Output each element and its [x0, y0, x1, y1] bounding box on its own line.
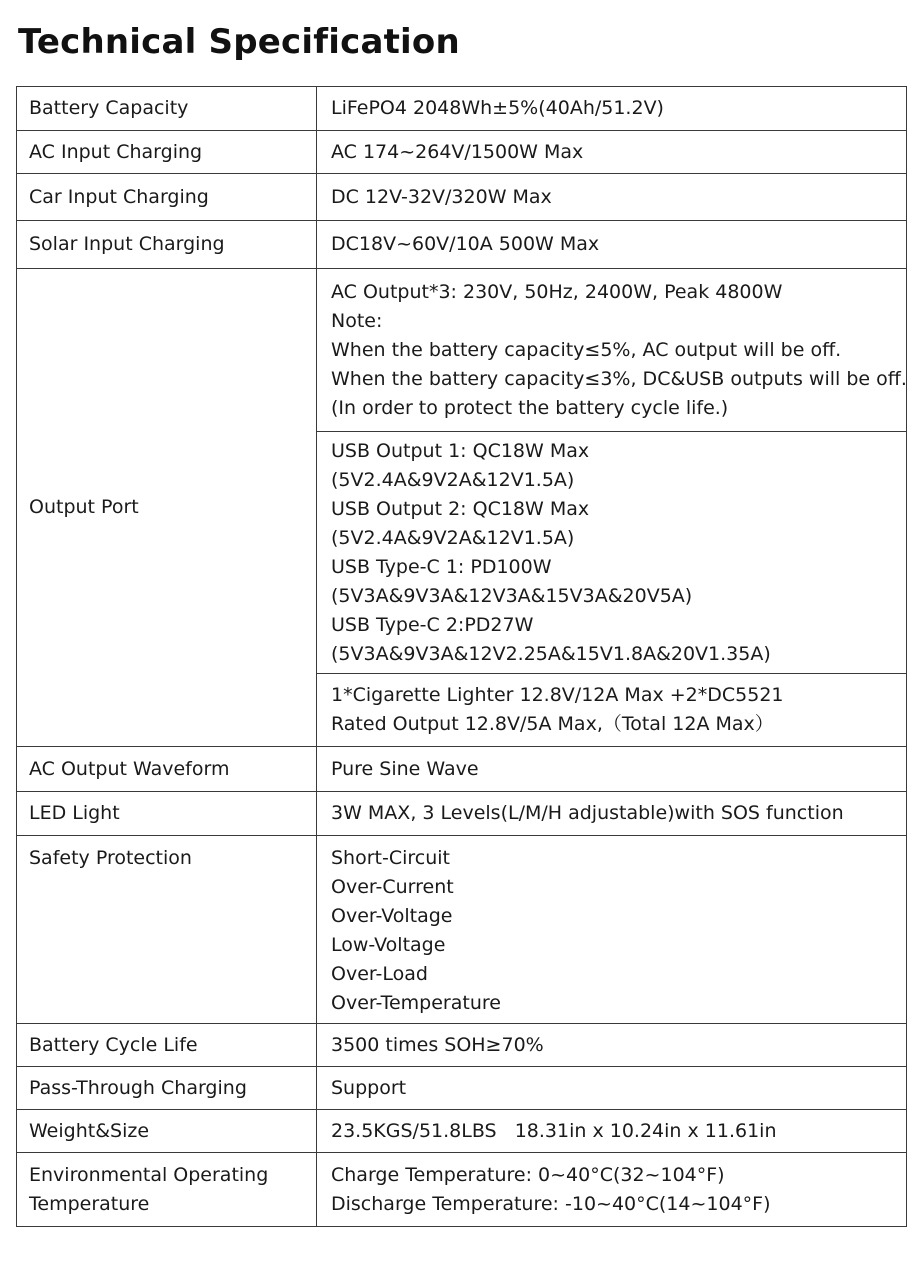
- table-row: [17, 1024, 907, 1067]
- safety-item: Over-Temperature: [331, 992, 501, 1014]
- usb-output-line: USB Type-C 1: PD100W: [331, 555, 552, 578]
- usb-output-line: USB Type-C 2:PD27W: [331, 613, 534, 636]
- spec-value: DC 12V-32V/320W Max: [317, 174, 907, 221]
- spec-label: Safety Protection: [17, 836, 317, 1024]
- table-row: [17, 1153, 907, 1227]
- spec-label: [17, 1153, 317, 1227]
- table-row: [17, 269, 907, 432]
- dc-output-line: 1*Cigarette Lighter 12.8V/12A Max +2*DC5521: [331, 684, 784, 706]
- spec-value-safety: [317, 836, 907, 1024]
- spec-label-line: Temperature: [29, 1192, 150, 1215]
- usb-output-line: (5V2.4A&9V2A&12V1.5A): [331, 526, 575, 549]
- spec-label: Pass-Through Charging: [17, 1067, 317, 1110]
- table-row: [17, 87, 907, 131]
- usb-output-line: USB Output 2: QC18W Max: [331, 497, 590, 520]
- table-row: [17, 747, 907, 792]
- spec-table: [16, 86, 907, 1227]
- temperature-line: Charge Temperature: 0~40°C(32~104°F): [331, 1163, 725, 1186]
- note-line: When the battery capacity≤3%, DC&USB outputs will be off.: [331, 367, 907, 390]
- safety-item: Over-Voltage: [331, 905, 453, 927]
- usb-output-line: (5V2.4A&9V2A&12V1.5A): [331, 468, 575, 491]
- table-row: [17, 792, 907, 836]
- table-row: [17, 1110, 907, 1153]
- page-title: Technical Specification: [18, 22, 460, 62]
- note-line: (In order to protect the battery cycle life.): [331, 396, 729, 419]
- spec-value-usb-output: [317, 432, 907, 674]
- safety-item: Over-Load: [331, 963, 428, 985]
- spec-value: DC18V~60V/10A 500W Max: [317, 221, 907, 269]
- ac-output-line: AC Output*3: 230V, 50Hz, 2400W, Peak 4800W: [331, 280, 783, 303]
- spec-value-dc-output: [317, 674, 907, 747]
- spec-value-temperature: [317, 1153, 907, 1227]
- usb-output-line: (5V3A&9V3A&12V3A&15V3A&20V5A): [331, 584, 693, 607]
- table-row: [17, 221, 907, 269]
- spec-value: Support: [317, 1067, 907, 1110]
- spec-label: Car Input Charging: [17, 174, 317, 221]
- spec-value: 23.5KGS/51.8LBS 18.31in x 10.24in x 11.61in: [317, 1110, 907, 1153]
- spec-label: AC Input Charging: [17, 131, 317, 174]
- safety-item: Low-Voltage: [331, 934, 446, 956]
- note-line: When the battery capacity≤5%, AC output will be off.: [331, 338, 842, 361]
- temperature-line: Discharge Temperature: -10~40°C(14~104°F): [331, 1192, 771, 1215]
- spec-value: AC 174~264V/1500W Max: [317, 131, 907, 174]
- spec-label: AC Output Waveform: [17, 747, 317, 792]
- table-row: [17, 174, 907, 221]
- safety-item: Over-Current: [331, 876, 454, 898]
- dc-output-line: Rated Output 12.8V/5A Max,（Total 12A Max）: [331, 713, 774, 735]
- note-label: Note:: [331, 309, 383, 332]
- spec-label: LED Light: [17, 792, 317, 836]
- spec-label: Battery Cycle Life: [17, 1024, 317, 1067]
- spec-label: Battery Capacity: [17, 87, 317, 131]
- spec-value-ac-output: [317, 269, 907, 432]
- table-row: [17, 836, 907, 1024]
- spec-value: LiFePO4 2048Wh±5%(40Ah/51.2V): [317, 87, 907, 131]
- spec-value: Pure Sine Wave: [317, 747, 907, 792]
- usb-output-line: USB Output 1: QC18W Max: [331, 439, 590, 462]
- usb-output-line: (5V3A&9V3A&12V2.25A&15V1.8A&20V1.35A): [331, 642, 771, 665]
- spec-label: Weight&Size: [17, 1110, 317, 1153]
- spec-label: Output Port: [17, 269, 317, 747]
- spec-label: Solar Input Charging: [17, 221, 317, 269]
- table-row: [17, 131, 907, 174]
- spec-value: 3500 times SOH≥70%: [317, 1024, 907, 1067]
- spec-label-line: Environmental Operating: [29, 1163, 269, 1186]
- spec-value: 3W MAX, 3 Levels(L/M/H adjustable)with SOS function: [317, 792, 907, 836]
- safety-item: Short-Circuit: [331, 847, 451, 869]
- table-row: [17, 1067, 907, 1110]
